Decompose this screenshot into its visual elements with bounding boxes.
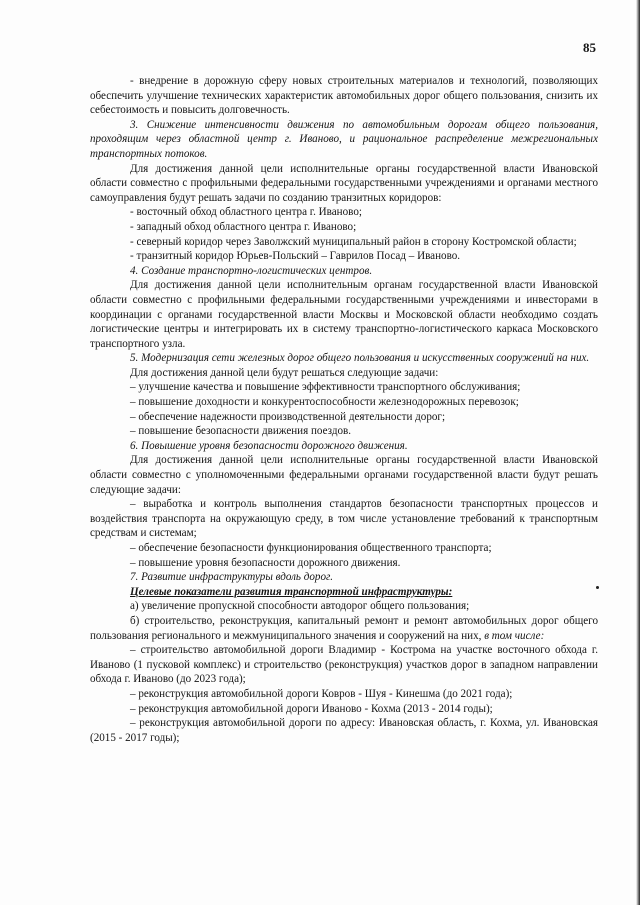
list-item: – реконструкция автомобильной дороги Ковров - Шуя - Кинешма (до 2021 года); (130, 687, 513, 700)
section-heading-3: 3. Снижение интенсивности движения по автомобильным дорогам общего пользования, проходящим через областной центр г. Иваново, и рациональное распределение межрегиональных транспортных потоков. (90, 118, 598, 160)
list-item: – выработка и контроль выполнения стандартов безопасности транспортных процессов и воздействия транспорта на окружающую среду, в том числе установление требований к транспортным средствам и системам; (90, 498, 598, 540)
section-heading-5: 5. Модернизация сети железных дорог общего пользования и искусственных сооружений на них. (130, 352, 590, 365)
section-heading-6: 6. Повышение уровня безопасности дорожного движения. (130, 439, 408, 452)
list-item: – обеспечение безопасности функционирования общественного транспорта; (130, 542, 492, 554)
section-heading-7: 7. Развитие инфраструктуры вдоль дорог. (130, 571, 333, 584)
section-heading-4: 4. Создание транспортно-логистических центров. (130, 264, 373, 277)
list-item: – обеспечение надежности производственной деятельности дорог; (130, 410, 446, 423)
page-content (90, 74, 598, 745)
list-item (90, 614, 598, 643)
list-item: - западный обход областного центра г. Иваново; (130, 220, 357, 233)
paragraph: Для достижения данной цели будут решаться следующие задачи: (130, 366, 439, 379)
list-item: – реконструкция автомобильной дороги по адресу: Ивановская область, г. Кохма, ул. Ивановская (2015 - 2017 годы); (90, 717, 598, 744)
list-item: – улучшение качества и повышение эффективности транспортного обслуживания; (130, 381, 521, 394)
list-item-emphasis: в том числе: (484, 629, 545, 642)
list-item: - северный коридор через Заволжский муниципальный район в сторону Костромской области; (130, 235, 577, 248)
list-item: - восточный обход областного центра г. Иваново; (130, 206, 362, 219)
list-item-text: б) строительство, реконструкция, капитальный ремонт и ремонт автомобильных дорог общего пользования регионального и межмуниципального значения и сооружений на них, (90, 614, 598, 642)
list-item: а) увеличение пропускной способности автодорог общего пользования; (130, 600, 470, 613)
paragraph: Для достижения данной цели исполнительные органы государственной власти Ивановской области совместно с профильными федеральными государственными учреждениями и органами местного самоуправления будут решать задачи по созданию транзитных коридоров: (90, 162, 598, 204)
list-item: - транзитный коридор Юрьев-Польский – Гаврилов Посад – Иваново. (130, 250, 461, 263)
list-item: – реконструкция автомобильной дороги Иваново - Кохма (2013 - 2014 годы); (130, 702, 493, 715)
subheading: Целевые показатели развития транспортной инфраструктуры: (130, 585, 453, 598)
paragraph: Для достижения данной цели исполнительным органам государственной власти Ивановской области совместно с профильными федеральными государственными учреждениями и инвесторами в координации с органами государственной власти Москвы и Московской области необходимо создать логистические центры и интегрировать их в систему транспортно-логистического каркаса Московского транспортного узла. (90, 279, 598, 350)
list-item: – повышение доходности и конкурентоспособности железнодорожных перевозок; (130, 396, 519, 409)
list-item: – строительство автомобильной дороги Владимир - Кострома на участке восточного обхода г. Иваново (1 пусковой комплекс) и строительство (реконструкция) участков дорог в западном направлении обхода г. Иваново (до 2023 года); (90, 644, 598, 686)
paragraph: Для достижения данной цели исполнительные органы государственной власти Ивановской области совместно с уполномоченными федеральными органами государственной власти будут решать следующие задачи: (90, 454, 598, 496)
scan-speck (596, 586, 599, 589)
page-number: 85 (583, 40, 596, 55)
list-item: – повышение уровня безопасности дорожного движения. (130, 556, 401, 569)
list-item: – повышение безопасности движения поездов. (130, 425, 352, 438)
paragraph: - внедрение в дорожную сферу новых строительных материалов и технологий, позволяющих обеспечить улучшение технических характеристик автомобильных дорог общего пользования, снизить их себестоимость и повысить долговечность. (90, 75, 598, 117)
scan-edge-shadow (636, 0, 640, 905)
